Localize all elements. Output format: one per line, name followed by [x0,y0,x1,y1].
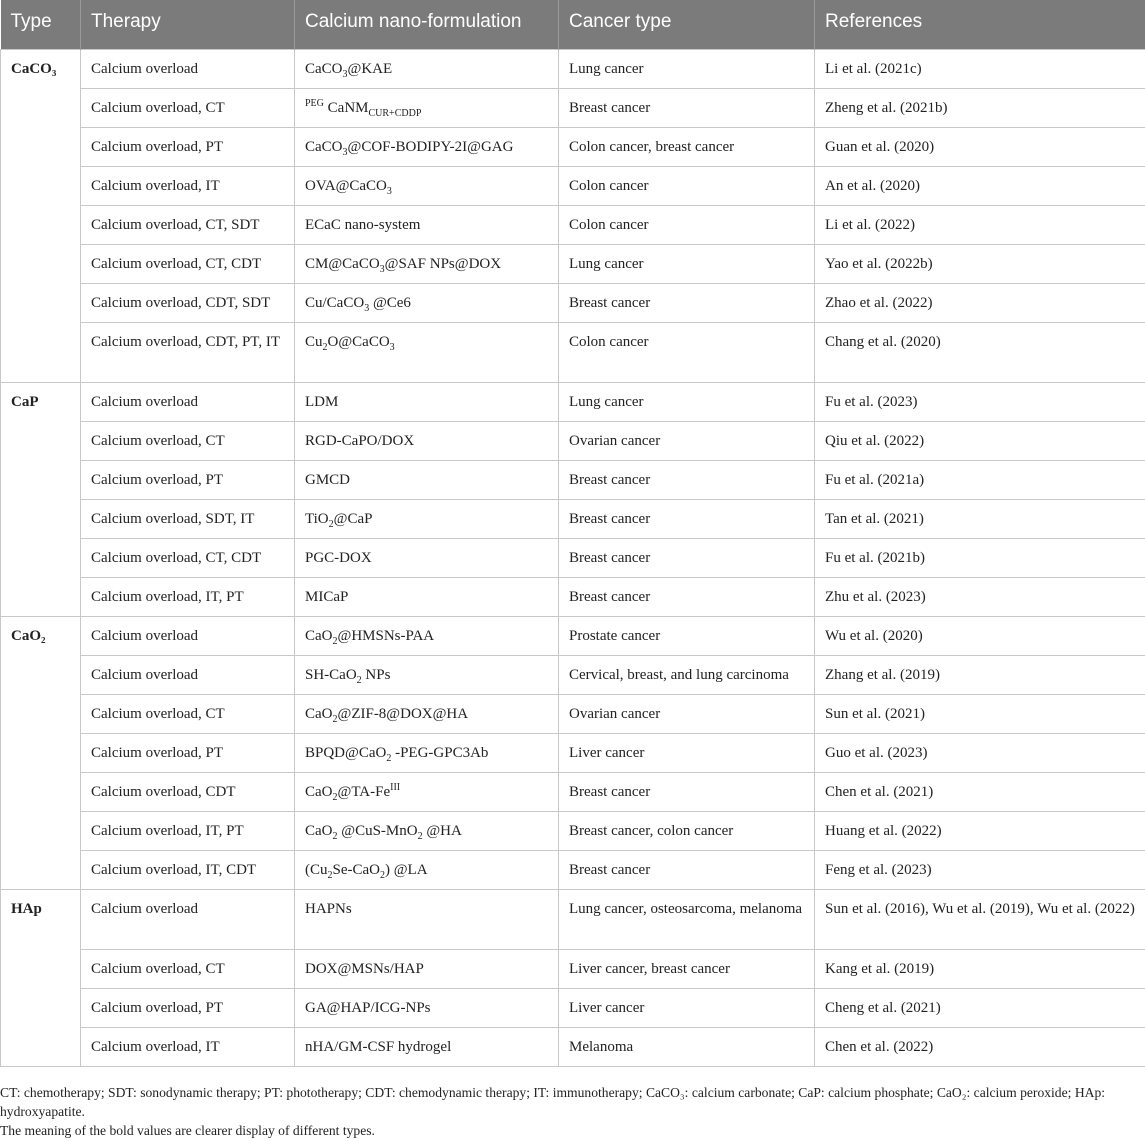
reference-cell: Sun et al. (2021) [815,694,1145,733]
header-therapy: Therapy [81,0,295,49]
reference-cell: Sun et al. (2016), Wu et al. (2019), Wu et al. (2022) [815,889,1145,949]
abbreviations-note: CT: chemotherapy; SDT: sonodynamic therapy; PT: phototherapy; CDT: chemodynamic therapy; IT: immunotherapy; CaCO₃: calcium carbonate; CaP: calcium phosphate; CaO₂: calcium peroxide; HAp: hydroxyapatite. [0,1085,1106,1119]
therapy-cell: Calcium overload, IT [81,1027,295,1066]
formulation-cell: MICaP [295,577,559,616]
reference-cell: Fu et al. (2023) [815,382,1145,421]
therapy-cell: Calcium overload, CT, CDT [81,244,295,283]
table-row [1,577,1145,616]
cancer-type-cell: Liver cancer [559,733,815,772]
therapy-cell: Calcium overload, IT [81,166,295,205]
therapy-cell: Calcium overload [81,889,295,949]
formulation-cell: CaCO$_3$@COF-BODIPY-2I@GAG [295,127,559,166]
reference-cell: Chen et al. (2021) [815,772,1145,811]
cancer-type-cell: Colon cancer [559,322,815,382]
therapy-cell: Calcium overload, CT [81,88,295,127]
table-row [1,772,1145,811]
cancer-type-cell: Colon cancer, breast cancer [559,127,815,166]
reference-cell: Huang et al. (2022) [815,811,1145,850]
cancer-type-cell: Breast cancer [559,850,815,889]
formulation-cell: TiO$_2$@CaP [295,499,559,538]
reference-cell: Guo et al. (2023) [815,733,1145,772]
therapy-cell: Calcium overload, IT, PT [81,811,295,850]
reference-cell: Chang et al. (2020) [815,322,1145,382]
formulation-cell: nHA/GM-CSF hydrogel [295,1027,559,1066]
table-body [1,49,1145,1066]
therapy-cell: Calcium overload, CDT, SDT [81,283,295,322]
formulation-cell: $(Cu_2Se-CaO_2)$ @LA [295,850,559,889]
table-row [1,850,1145,889]
table-row [1,460,1145,499]
cancer-type-cell: Liver cancer [559,988,815,1027]
cancer-type-cell: Liver cancer, breast cancer [559,949,815,988]
cancer-type-cell: Ovarian cancer [559,421,815,460]
reference-cell: Kang et al. (2019) [815,949,1145,988]
formulation-cell: GMCD [295,460,559,499]
formulation-cell: CaO$_2$ @CuS-MnO$_2$ @HA [295,811,559,850]
table-row [1,49,1145,88]
formulation-cell: GA@HAP/ICG-NPs [295,988,559,1027]
table-row [1,283,1145,322]
reference-cell: Zheng et al. (2021b) [815,88,1145,127]
reference-cell: Fu et al. (2021a) [815,460,1145,499]
table-row [1,205,1145,244]
formulation-cell: DOX@MSNs/HAP [295,949,559,988]
type-cell: CaO₂ [1,616,81,889]
formulation-cell: CaO$_2$@ZIF-8@DOX@HA [295,694,559,733]
table-row [1,538,1145,577]
formulation-cell: Cu/CaCO$_3$ @Ce6 [295,283,559,322]
therapy-cell: Calcium overload, CT [81,421,295,460]
table-row [1,733,1145,772]
therapy-cell: Calcium overload, SDT, IT [81,499,295,538]
formulation-cell: ECaC nano-system [295,205,559,244]
reference-cell: Fu et al. (2021b) [815,538,1145,577]
table-row [1,88,1145,127]
cancer-type-cell: Colon cancer [559,166,815,205]
type-cell: CaP [1,382,81,616]
reference-cell: Guan et al. (2020) [815,127,1145,166]
formulation-cell: CaO$_2$@HMSNs-PAA [295,616,559,655]
reference-cell: Zhu et al. (2023) [815,577,1145,616]
reference-cell: Li et al. (2021c) [815,49,1145,88]
reference-cell: Yao et al. (2022b) [815,244,1145,283]
cancer-type-cell: Lung cancer [559,49,815,88]
reference-cell: An et al. (2020) [815,166,1145,205]
therapy-cell: Calcium overload, CT, SDT [81,205,295,244]
header-references: References [815,0,1145,49]
table-row [1,421,1145,460]
cancer-type-cell: Colon cancer [559,205,815,244]
formulation-cell: $^{PEG}$ CaNM$_{CUR+CDDP}$ [295,88,559,127]
formulation-cell: CM@CaCO$_3$@SAF NPs@DOX [295,244,559,283]
reference-cell: Tan et al. (2021) [815,499,1145,538]
table-row [1,1027,1145,1066]
cancer-type-cell: Breast cancer [559,499,815,538]
header-cancer-type: Cancer type [559,0,815,49]
reference-cell: Chen et al. (2022) [815,1027,1145,1066]
cancer-type-cell: Lung cancer, osteosarcoma, melanoma [559,889,815,949]
table-header-row [1,0,1145,49]
table-row [1,988,1145,1027]
therapy-cell: Calcium overload, CT, CDT [81,538,295,577]
reference-cell: Qiu et al. (2022) [815,421,1145,460]
therapy-cell: Calcium overload, CT [81,949,295,988]
header-formulation: Calcium nano-formulation [295,0,559,49]
header-type: Type [1,0,81,49]
table-row [1,949,1145,988]
cancer-type-cell: Breast cancer [559,283,815,322]
formulation-cell: CaCO$_3$@KAE [295,49,559,88]
therapy-cell: Calcium overload, IT, CDT [81,850,295,889]
table-row [1,322,1145,382]
reference-cell: Cheng et al. (2021) [815,988,1145,1027]
reference-cell: Zhao et al. (2022) [815,283,1145,322]
therapy-cell: Calcium overload, PT [81,127,295,166]
therapy-cell: Calcium overload, CT [81,694,295,733]
bold-values-note: The meaning of the bold values are clearer display of different types. [0,1123,375,1138]
cancer-type-cell: Cervical, breast, and lung carcinoma [559,655,815,694]
cancer-type-cell: Breast cancer [559,538,815,577]
table-row [1,244,1145,283]
cancer-type-cell: Lung cancer [559,382,815,421]
formulation-cell: $CaO_2@TA-Fe^{III}$ [295,772,559,811]
table-row [1,382,1145,421]
therapy-cell: Calcium overload [81,616,295,655]
formulation-cell: BPQD@CaO$_2$ -PEG-GPC3Ab [295,733,559,772]
therapy-cell: Calcium overload, PT [81,733,295,772]
cancer-type-cell: Breast cancer [559,88,815,127]
table-row [1,166,1145,205]
formulation-cell: $Cu_2O@CaCO_3$ [295,322,559,382]
cancer-type-cell: Lung cancer [559,244,815,283]
formulation-cell: SH-CaO$_2$ NPs [295,655,559,694]
table-row [1,499,1145,538]
reference-cell: Li et al. (2022) [815,205,1145,244]
therapy-cell: Calcium overload, CDT [81,772,295,811]
reference-cell: Wu et al. (2020) [815,616,1145,655]
formulation-cell: LDM [295,382,559,421]
formulation-cell: RGD-CaPO/DOX [295,421,559,460]
therapy-cell: Calcium overload, PT [81,988,295,1027]
cancer-type-cell: Breast cancer [559,577,815,616]
type-cell: HAp [1,889,81,1066]
cancer-type-cell: Melanoma [559,1027,815,1066]
therapy-cell: Calcium overload [81,655,295,694]
table-row [1,127,1145,166]
therapy-cell: Calcium overload, PT [81,460,295,499]
therapy-cell: Calcium overload, CDT, PT, IT [81,322,295,382]
therapy-cell: Calcium overload, IT, PT [81,577,295,616]
formulation-cell: HAPNs [295,889,559,949]
reference-cell: Feng et al. (2023) [815,850,1145,889]
formulation-cell: OVA@CaCO$_3$ [295,166,559,205]
table-footnotes [0,1083,1140,1140]
table-row [1,889,1145,949]
reference-cell: Zhang et al. (2019) [815,655,1145,694]
cancer-type-cell: Breast cancer [559,460,815,499]
table-row [1,694,1145,733]
table-row [1,655,1145,694]
therapy-cell: Calcium overload [81,49,295,88]
cancer-type-cell: Ovarian cancer [559,694,815,733]
therapy-cell: Calcium overload [81,382,295,421]
table-row [1,811,1145,850]
table-row [1,616,1145,655]
cancer-type-cell: Prostate cancer [559,616,815,655]
cancer-type-cell: Breast cancer, colon cancer [559,811,815,850]
formulation-cell: PGC-DOX [295,538,559,577]
cancer-type-cell: Breast cancer [559,772,815,811]
type-cell: CaCO₃ [1,49,81,382]
